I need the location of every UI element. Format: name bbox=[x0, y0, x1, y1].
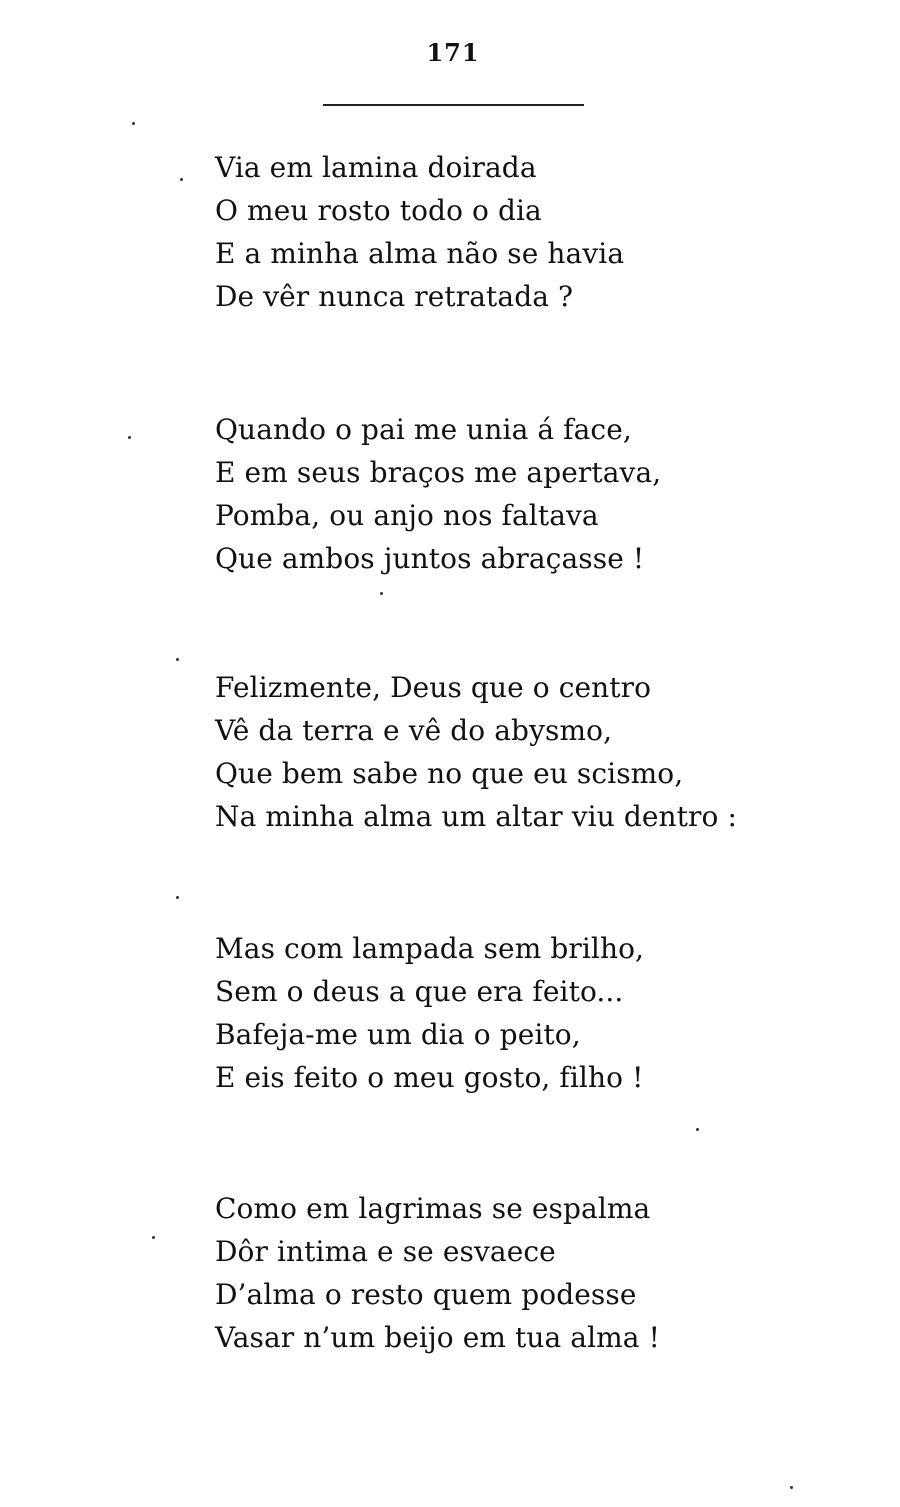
stanza-4 bbox=[215, 927, 644, 1099]
stanza-3 bbox=[215, 666, 737, 838]
verse-line: Quando o pai me unia á face, bbox=[215, 413, 632, 446]
scan-speck bbox=[176, 658, 179, 661]
verse-line: E em seus braços me apertava, bbox=[215, 456, 662, 489]
verse-line: Na minha alma um altar viu dentro : bbox=[215, 800, 737, 833]
scan-speck bbox=[790, 1486, 793, 1489]
verse-line: De vêr nunca retratada ? bbox=[215, 280, 574, 313]
verse-line: Vasar n’um beijo em tua alma ! bbox=[215, 1321, 660, 1354]
stanza-5 bbox=[215, 1187, 660, 1359]
verse-line: Mas com lampada sem brilho, bbox=[215, 932, 645, 965]
scan-speck bbox=[380, 592, 383, 595]
verse-line: Pomba, ou anjo nos faltava bbox=[215, 499, 599, 532]
scan-speck bbox=[152, 1236, 155, 1239]
scan-speck bbox=[128, 436, 131, 439]
verse-line: Felizmente, Deus que o centro bbox=[215, 671, 652, 704]
verse-line: Como em lagrimas se espalma bbox=[215, 1192, 651, 1225]
verse-line: D’alma o resto quem podesse bbox=[215, 1278, 637, 1311]
verse-line: E eis feito o meu gosto, filho ! bbox=[215, 1061, 644, 1094]
verse-line: Dôr intima e se esvaece bbox=[215, 1235, 556, 1268]
verse-line: Que bem sabe no que eu scismo, bbox=[215, 757, 684, 790]
scan-speck bbox=[132, 122, 135, 125]
stanza-1 bbox=[215, 146, 624, 318]
verse-line: O meu rosto todo o dia bbox=[215, 194, 542, 227]
page-number: 171 bbox=[426, 38, 480, 67]
verse-line: Sem o deus a que era feito... bbox=[215, 975, 624, 1008]
header-rule bbox=[323, 104, 584, 106]
scan-speck bbox=[180, 178, 183, 181]
scan-speck bbox=[176, 896, 179, 899]
verse-line: Bafeja-me um dia o peito, bbox=[215, 1018, 581, 1051]
verse-line: E a minha alma não se havia bbox=[215, 237, 625, 270]
scan-speck bbox=[696, 1128, 699, 1131]
verse-line: Que ambos juntos abraçasse ! bbox=[215, 542, 645, 575]
stanza-2 bbox=[215, 408, 661, 580]
verse-line: Via em lamina doirada bbox=[215, 151, 537, 184]
verse-line: Vê da terra e vê do abysmo, bbox=[215, 714, 613, 747]
